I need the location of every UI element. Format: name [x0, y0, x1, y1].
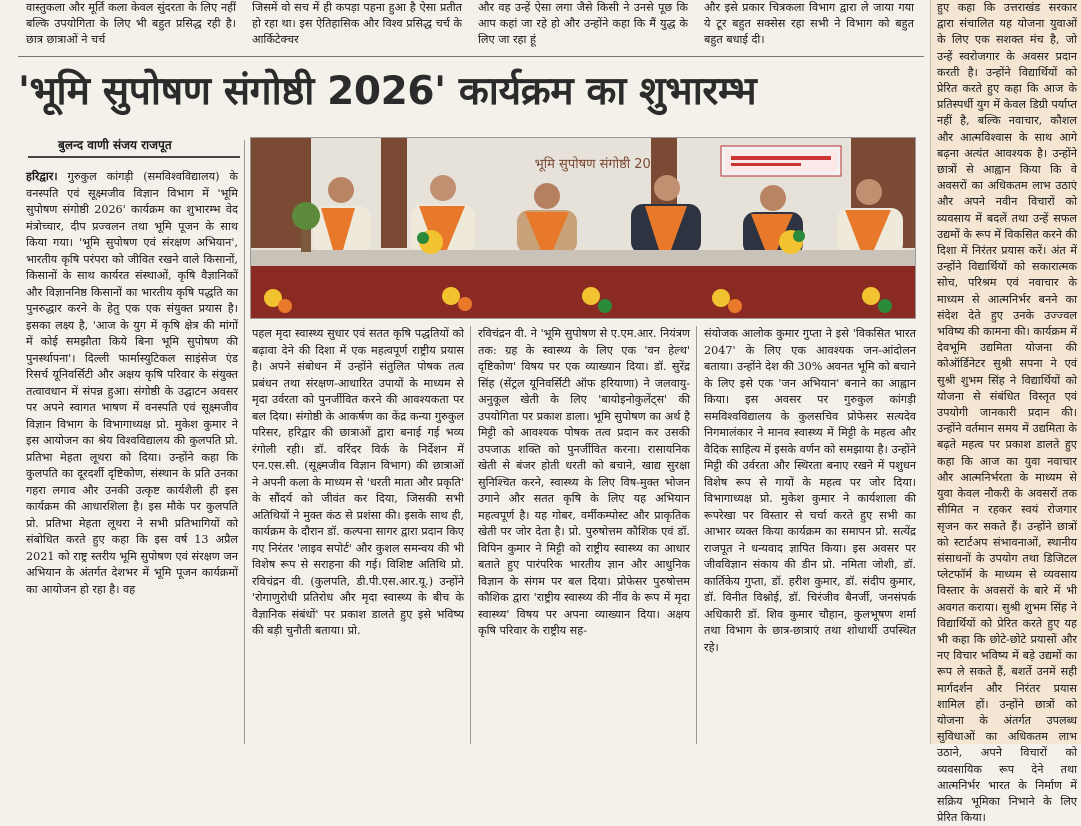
article-column-1 — [26, 168, 238, 744]
side-article — [930, 0, 1081, 825]
article-column-3 — [478, 326, 690, 744]
dateline: हरिद्वार। — [26, 169, 58, 183]
byline-rule — [28, 156, 240, 158]
article-text-1: गुरुकुल कांगड़ी (समविश्वविद्यालय) के वनस्पति एवं सूक्ष्मजीव विज्ञान विभाग में 'भूमि सुपोषण संगोष्ठी 2026' कार्यक्रम का शुभारम्भ वेद मंत्रोच्चार, दीप प्रज्वलन तथा भूमि पूजन के साथ किया गया। 'भूमि सुपोषण एवं संरक्षण अभियान', भारतीय कृषि परंपरा को जीवित रखने वाले किसानों, किसानों के साथ कार्यरत संस्थाओं, कृषि वैज्ञानिकों और विज्ञाननिष्ठ किसानों का भारतीय कृषि पद्धति का पुनरुद्धार करने के हेतु एक एक संयुक्त प्रयास है। इसका लक्ष्य है, 'आज के युग में कृषि क्षेत्र की मांगों में कोई समझौता किये बिना भूमि सुपोषण की पुनर्स्थापना'। दिल्ली फार्मास्युटिकल साइंसेज एंड रिसर्च यूनिवर्सिटी और अक्षय कृषि परिवार के संयुक्त तत्वावधान में संपन्न हुआ। संगोष्ठी के उद्घाटन अवसर पर अपने स्वागत भाषण में वनस्पति एवं सूक्ष्मजीव विज्ञान विभाग के विभागाध्यक्ष प्रो. मुकेश कुमार ने इस आयोजन का श्रेय विश्वविद्यालय की कुलपति प्रो. प्रतिभा मेहता लूथरा को दिया। उन्होंने कहा कि कुलपति का दूरदर्शी दृष्टिकोण, संस्थान के प्रति उनका गहरा लगाव और उनकी उत्कृष्ट कार्यशैली ही इस कार्यक्रम की आधारशिला है। इस मौके पर कुलपति प्रो. प्रतिभा मेहता लूथरा ने सभी प्रतिभागियों को संबोधित करते हुए कहा कि इस वर्ष 13 अप्रैल 2021 को राष्ट्र स्तरीय भूमि सुपोषण एवं संरक्षण जन अभियान के अंतर्गत देशभर में भूमि पूजन कार्यक्रमों का आयोजन हो रहा है। वह — [26, 170, 238, 596]
byline: बुलन्द वाणी संजय राजपूत — [58, 138, 172, 152]
previous-article-col-4: और इसे प्रकार चित्रकला विभाग द्वारा ले जाया गया ये टूर बहुत सक्सेस रहा सभी ने विभाग को बहुत बहुत बधाई दी। — [704, 1, 914, 46]
article-text-3: रविचंद्रन वी. ने 'भूमि सुपोषण से ए.एम.आर. नियंत्रण तक: ग्रह के स्वास्थ्य के लिए एक 'वन हेल्थ' दृष्टिकोण' विषय पर एक व्याख्यान दिया। डॉ. सुरेंद्र सिंह (सेंट्रल यूनिवर्सिटी ऑफ हरियाणा) ने जलवायु-अनुकूल खेती के लिए 'बायोइनोकुलेंट्स' की उपयोगिता पर प्रकाश डाला। भूमि सुपोषण का अर्थ है मिट्टी को आवश्यक पोषक तत्व प्रदान कर उसकी उपजाऊ शक्ति को पुनर्जीवित करना। रासायनिक खेती से बंजर होती धरती को बचाने, खाद्य सुरक्षा सुनिश्चित करने, स्वास्थ्य के लिए विष-मुक्त भोजन उगाने और सतत कृषि के लिए यह अभियान महत्वपूर्ण है। यह गोबर, वर्मीकम्पोस्ट और प्राकृतिक खेती पर जोर देता है। प्रो. पुरुषोत्तम कौशिक एवं डॉ. विपिन कुमार ने मिट्टी को राष्ट्रीय स्वास्थ्य का आधार बताते हुए पारंपरिक भारतीय ज्ञान और आधुनिक विज्ञान के संगम पर बल दिया। प्रोफेसर पुरुषोत्तम कौशिक द्वारा 'राष्ट्रीय स्वास्थ्य की नींव के रूप में मृदा स्वास्थ्य' विषय पर अपना व्याख्यान दिया। अक्षय कृषि परिवार के राष्ट्रीय सह- — [478, 327, 690, 637]
event-photo — [250, 137, 916, 319]
column-rule — [244, 140, 245, 744]
previous-article-col-1: वास्तुकला और मूर्ति कला केवल सुंदरता के लिए नहीं बल्कि उपयोगिता के लिए भी बहुत प्रसिद्ध रही है। छात्र छात्राओं ने चर्च — [26, 1, 236, 46]
headline: 'भूमि सुपोषण संगोष्ठी 2026' कार्यक्रम का शुभारम्भ — [18, 69, 757, 114]
photo-banner-text: भूमि सुपोषण संगोष्ठी 2026 — [534, 157, 668, 172]
previous-article-strip — [0, 0, 930, 54]
article-column-4 — [704, 326, 916, 744]
column-rule — [696, 326, 697, 744]
column-rule — [470, 326, 471, 744]
article-text-2: पहल मृदा स्वास्थ्य सुधार एवं सतत कृषि पद्धतियों को बढ़ावा देने की दिशा में एक महत्वपूर्ण राष्ट्रीय प्रयास है। अपने संबोधन में उन्होंने संतुलित पोषक तत्व प्रबंधन तथा संरक्षण-आधारित उपायों के माध्यम से मृदा उर्वरता को पुनर्जीवित करने की आवश्यकता पर बल दिया। संगोष्ठी के आकर्षण का केंद्र कन्या गुरुकुल परिसर, हरिद्वार की छात्राओं द्वारा बनाई गई भव्य रंगोली रही। डॉ. वरिंदर विर्क के निर्देशन में एन.एस.सी. (सूक्ष्मजीव विज्ञान विभाग) की छात्राओं ने अपनी कला के माध्यम से 'धरती माता और प्रकृति' के सौंदर्य को जीवंत कर दिया, जिसकी सभी अतिथियों ने मुक्त कंठ से प्रशंसा की। इसके साथ ही, कार्यक्रम के दौरान डॉ. कल्पना सागर द्वारा प्रदान किए गए निरंतर 'लाइव सपोर्ट' और कुशल समन्वय की भी विशेष रूप से सराहना की गई। विशिष्ट अतिथि प्रो. रविचंद्रन वी. (कुलपति, डी.पी.एस.आर.यू.) उन्होंने 'रोगाणुरोधी प्रतिरोध और मृदा स्वास्थ्य के बीच के वैज्ञानिक संबंधों' पर प्रकाश डालते हुए इसे भविष्य की बड़ी चुनौती बताया। प्रो. — [252, 327, 464, 637]
separator-rule — [18, 56, 924, 57]
table-top — [251, 250, 915, 266]
side-article-text: हुए कहा कि उत्तराखंड सरकार द्वारा संचालित यह योजना युवाओं के लिए एक सशक्त मंच है, जो उन्हें स्वरोजगार के अवसर प्रदान करती है। उन्होंने विद्यार्थियों को प्रेरित करते हुए कहा कि आज के प्रतिस्पर्धी युग में केवल डिग्री पर्याप्त नहीं है, बल्कि नवाचार, कौशल और आत्मविश्वास के साथ आगे बढ़ना अत्यंत आवश्यक है। उन्होंने छात्रों से आह्वान किया कि वे अवसरों का अधिकतम लाभ उठाएं और अपने नवीन विचारों को व्यवसाय में बदलें तथा उन्हें सफल उद्यमों के रूप में विकसित करने की दिशा में निरंतर प्रयास करें। अंत में उन्होंने विद्यार्थियों को सकारात्मक सोच, परिश्रम एवं नवाचार के माध्यम से आत्मनिर्भर बनने का संदेश देते हुए उनके उज्ज्वल भविष्य की कामना की। कार्यक्रम में देवभूमि उद्यमिता योजना की कोऑर्डिनेटर सुश्री सपना ने एवं सुश्री शुभम सिंह ने विद्यार्थियों को योजना से संबंधित विस्तृत एवं उपयोगी जानकारी प्रदान की। उन्होंने वर्तमान समय में उद्यमिता के बढ़ते महत्व पर प्रकाश डालते हुए कहा कि आज का युवा नवाचार और आत्मनिर्भरता के माध्यम से युवा केवल नौकरी के अवसरों तक सीमित न रहकर स्वयं रोजगार सृजन कर सकते हैं। उन्होंने छात्रों को स्टार्टअप संभावनाओं, स्थानीय संसाधनों के उपयोग तथा डिजिटल प्लेटफॉर्म के माध्यम से व्यवसाय विस्तार के अवसरों के बारे में भी अवगत कराया। सुश्री शुभम सिंह ने विद्यार्थियों को प्रेरित करते हुए यह भी कहा कि छोटे-छोटे प्रयासों और नए विचार भविष्य में बड़े उद्यमों का रूप ले सकते हैं, बशर्ते उनमें सही मार्गदर्शन और निरंतर प्रयास शामिल हों। उन्होंने छात्रों को योजना के अंतर्गत उपलब्ध सुविधाओं का अधिकतम लाभ उठाने, अपने विचारों को व्यवसायिक रूप देने तथा आत्मनिर्भर भारत के निर्माण में सक्रिय भूमिका निभाने के लिए प्रेरित किया। — [937, 1, 1077, 825]
previous-article-col-3: और वह उन्हें ऐसा लगा जैसे किसी ने उनसे पूछ कि आप कहां जा रहे हो और उन्होंने कहा कि मैं युद्ध के लिए जा रहा हूं — [478, 1, 688, 46]
article-column-2 — [252, 326, 464, 744]
previous-article-col-2: जिसमें वो सच में ही कपड़ा पहना हुआ है ऐसा प्रतीत हो रहा था। इस ऐतिहासिक और विश्व प्रसिद्ध चर्च के आर्किटेक्चर — [252, 1, 462, 46]
article-text-4: संयोजक आलोक कुमार गुप्ता ने इसे 'विकसित भारत 2047' के लिए एक आवश्यक जन-आंदोलन बताया। उन्होंने देश की 30% अवनत भूमि को बचाने के लिए इसे एक 'जन अभियान' बनाने का आह्वान किया। इस अवसर पर गुरुकुल कांगड़ी समविश्वविद्यालय के कुलसचिव प्रोफेसर सत्यदेव निगमालंकार ने मानव स्वास्थ्य में मिट्टी के महत्व और वैदिक साहित्य में इसके वर्णन को समझाया है। उन्होंने मिट्टी की उर्वरता और स्थिरता बनाए रखने में पशुधन विशेष रूप से गायों के महत्व पर जोर दिया। विभागाध्यक्ष प्रो. मुकेश कुमार ने कार्यशाला की रूपरेखा पर विस्तार से चर्चा करते हुए सभी का आभार व्यक्त किया कार्यक्रम का समापन प्रो. सत्येंद्र राजपूत ने धन्यवाद ज्ञापित किया। इस अवसर पर जीवविज्ञान संकाय की डीन प्रो. नमिता जोशी, डॉ. कार्तिकेय गुप्ता, डॉ. हरीश कुमार, डॉ. संदीप कुमार, डॉ. विनीत विश्नोई, डॉ. चिरंजीव बैनर्जी, जनसंपर्क अधिकारी डॉ. शिव कुमार चौहान, कुलभूषण शर्मा तथा विभाग के छात्र-छात्राएं तथा शोधार्थी उपस्थित रहे। — [704, 327, 916, 654]
event-photo-illustration — [251, 138, 915, 318]
